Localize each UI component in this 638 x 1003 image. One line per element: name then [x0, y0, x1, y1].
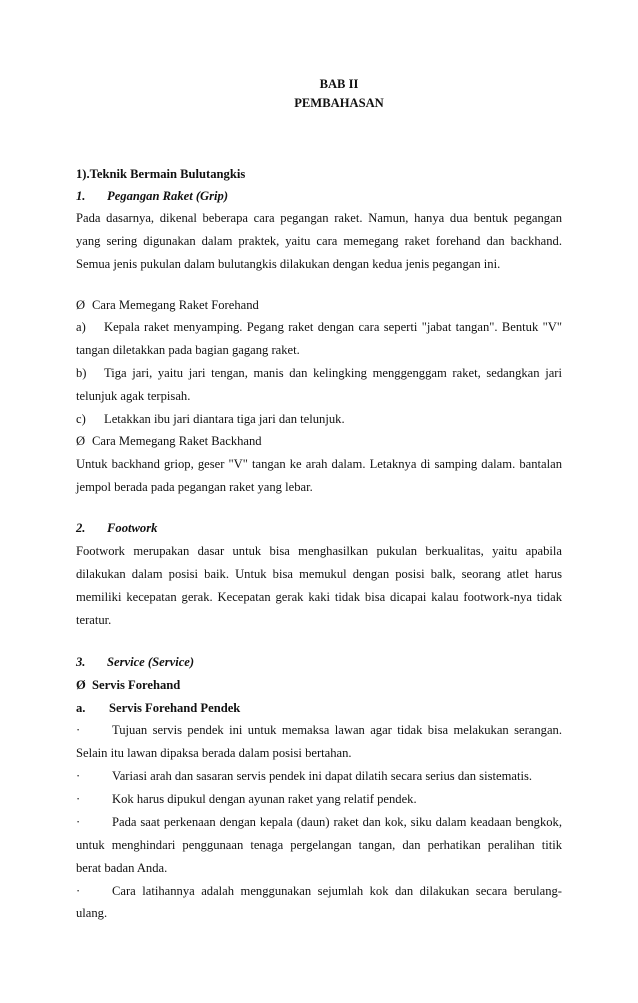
- list-continuation: tangan diletakkan pada bagian gagang raket.: [76, 343, 300, 357]
- dot-symbol: ·: [76, 815, 81, 829]
- bullet-title: Cara Memegang Raket Backhand: [92, 434, 262, 448]
- dot-item: [76, 722, 562, 738]
- bullet-title: Servis Forehand: [92, 678, 181, 692]
- dot-continuation: Selain itu lawan dipaksa berada dalam posisi bertahan.: [76, 746, 352, 760]
- list-item: [76, 411, 562, 427]
- dot-text: Kok harus dipukul dengan ayunan raket yang relatif pendek.: [112, 792, 417, 806]
- list-text: Tiga jari, yaitu jari tengan, manis dan kelingking menggenggam raket, sedangkan jari: [104, 366, 562, 380]
- paragraph-line: Footwork merupakan dasar untuk bisa menghasilkan pukulan berkualitas, yaitu apabila: [76, 544, 562, 558]
- subsection-title: Pegangan Raket (Grip): [107, 189, 229, 203]
- paragraph-line: dilakukan dalam posisi baik. Untuk bisa memukul dengan posisi balk, seorang atlet harus: [76, 567, 562, 581]
- dot-text: Variasi arah dan sasaran servis pendek ini dapat dilatih secara serius dan sistematis.: [112, 769, 533, 783]
- dot-continuation: ulang.: [76, 906, 108, 920]
- bullet-symbol: Ø: [76, 298, 86, 312]
- bullet-title: Cara Memegang Raket Forehand: [92, 298, 259, 312]
- dot-symbol: ·: [76, 769, 81, 783]
- bullet-symbol: Ø: [76, 678, 86, 692]
- paragraph-line: yang sering digunakan dalam praktek, yaitu cara memegang raket forehand dan backhand.: [76, 234, 562, 248]
- paragraph-line: Untuk backhand griop, geser "V" tangan ke arah dalam. Letaknya di samping dalam. bantalan: [76, 457, 562, 471]
- list-item: [76, 365, 562, 381]
- dot-symbol: ·: [76, 723, 81, 737]
- dot-continuation: berat badan Anda.: [76, 861, 168, 875]
- subsection-number: 2.: [76, 521, 86, 535]
- list-label: a): [76, 320, 86, 334]
- bullet-heading: [76, 433, 562, 449]
- subsection-title: Service (Service): [107, 655, 195, 669]
- dot-item: [76, 883, 562, 899]
- sub-heading: [76, 700, 562, 716]
- dot-item: [76, 791, 562, 807]
- subsection-heading: [76, 188, 562, 204]
- section-heading: 1).Teknik Bermain Bulutangkis: [76, 167, 246, 181]
- dot-text: Tujuan servis pendek ini untuk memaksa lawan agar tidak bisa melakukan serangan.: [112, 723, 562, 737]
- paragraph-line: jempol berada pada pegangan raket yang lebar.: [76, 480, 313, 494]
- subsection-number: 1.: [76, 189, 86, 203]
- list-label: c): [76, 412, 86, 426]
- subsection-title: Footwork: [107, 521, 158, 535]
- list-text: Letakkan ibu jari diantara tiga jari dan telunjuk.: [104, 412, 345, 426]
- dot-item: [76, 768, 562, 784]
- subsection-heading: [76, 654, 562, 670]
- paragraph-line: teratur.: [76, 613, 112, 627]
- sub-label: a.: [76, 701, 86, 715]
- paragraph-line: memiliki kecepatan gerak. Kecepatan gerak kaki tidak bisa dicapai kalau footwork-nya tidak: [76, 590, 562, 604]
- bullet-symbol: Ø: [76, 434, 86, 448]
- bullet-heading: [76, 677, 562, 693]
- dot-symbol: ·: [76, 792, 81, 806]
- list-continuation: telunjuk agak terpisah.: [76, 389, 191, 403]
- dot-symbol: ·: [76, 884, 81, 898]
- subsection-heading: [76, 520, 562, 536]
- list-label: b): [76, 366, 87, 380]
- sub-title: Servis Forehand Pendek: [109, 701, 241, 715]
- paragraph-line: Semua jenis pukulan dalam bulutangkis dilakukan dengan kedua jenis pegangan ini.: [76, 257, 501, 271]
- bullet-heading: [76, 297, 562, 313]
- paragraph-line: Pada dasarnya, dikenal beberapa cara pegangan raket. Namun, hanya dua bentuk pegangan: [76, 211, 562, 225]
- list-text: Kepala raket menyamping. Pegang raket dengan cara seperti "jabat tangan". Bentuk "V": [104, 320, 562, 334]
- chapter-number: BAB II: [319, 77, 359, 91]
- list-item: [76, 319, 562, 335]
- chapter-title: PEMBAHASAN: [294, 96, 384, 110]
- subsection-number: 3.: [76, 655, 86, 669]
- dot-text: Cara latihannya adalah menggunakan sejumlah kok dan dilakukan secara berulang-: [112, 884, 562, 898]
- dot-text: Pada saat perkenaan dengan kepala (daun) raket dan kok, siku dalam keadaan bengkok,: [112, 815, 562, 829]
- dot-continuation: untuk menghindari penggunaan tenaga pergelangan tangan, dan perhatikan peralihan titik: [76, 838, 562, 852]
- dot-item: [76, 814, 562, 830]
